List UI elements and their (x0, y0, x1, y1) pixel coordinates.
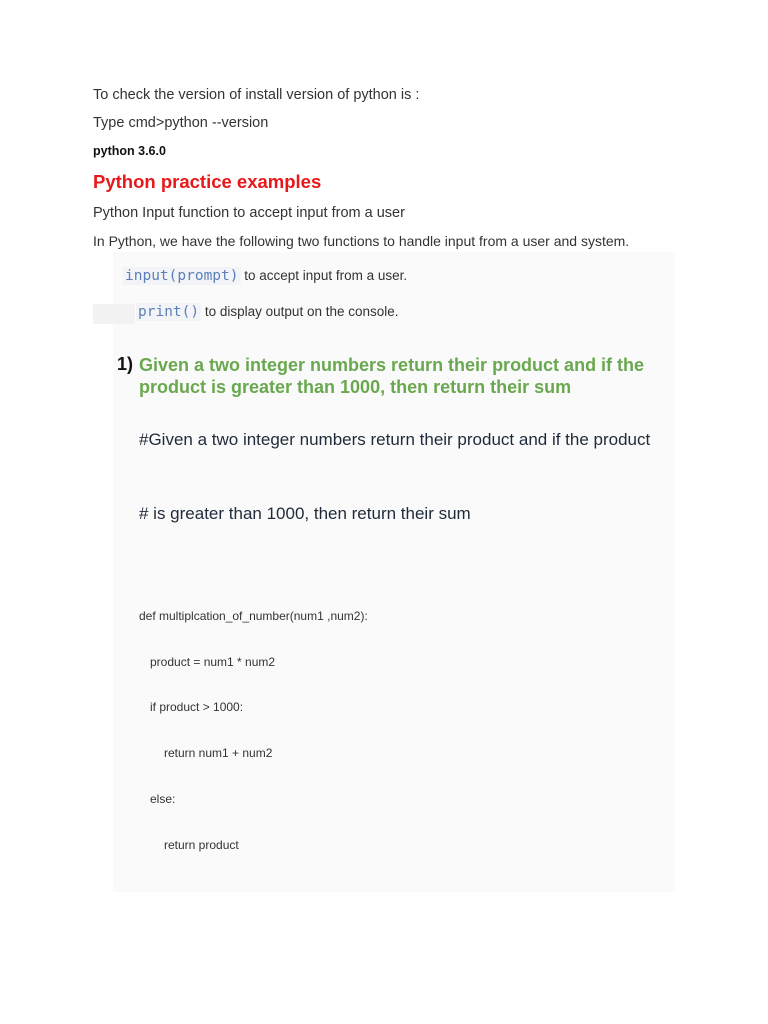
page-heading: Python practice examples (93, 171, 322, 192)
input-section-description: In Python, we have the following two functions to handle input from a user and system. (93, 233, 630, 249)
code-snippet-band (93, 304, 135, 324)
code-block-background (113, 252, 675, 892)
code-line-else: else: (150, 792, 176, 806)
code-line-def: def multiplcation_of_number(num1 ,num2): (139, 609, 368, 623)
version-check-instruction: To check the version of install version of python is : (93, 87, 420, 103)
input-function-text: to accept input from a user. (244, 268, 408, 283)
code-line-return-product: return product (164, 838, 239, 852)
input-function-row (123, 268, 407, 284)
code-line-if: if product > 1000: (150, 700, 244, 714)
print-function-row (136, 304, 399, 320)
code-comment-line-1: #Given a two integer numbers return their product and if the product (139, 430, 651, 449)
task-number: 1) (117, 354, 134, 374)
input-function-code: input(prompt) (125, 268, 239, 284)
task-title: Given a two integer numbers return their product and if the product is greater than 1000, then return their sum (139, 355, 645, 397)
print-function-text: to display output on the console. (204, 304, 399, 319)
input-section-title: Python Input function to accept input from a user (93, 205, 405, 221)
code-line-product: product = num1 * num2 (150, 655, 276, 669)
python-version: python 3.6.0 (93, 144, 166, 158)
code-comment-line-2: # is greater than 1000, then return their sum (139, 504, 471, 523)
version-command: Type cmd>python --version (93, 115, 269, 131)
print-function-code: print() (138, 304, 200, 320)
code-line-return-sum: return num1 + num2 (164, 746, 273, 760)
